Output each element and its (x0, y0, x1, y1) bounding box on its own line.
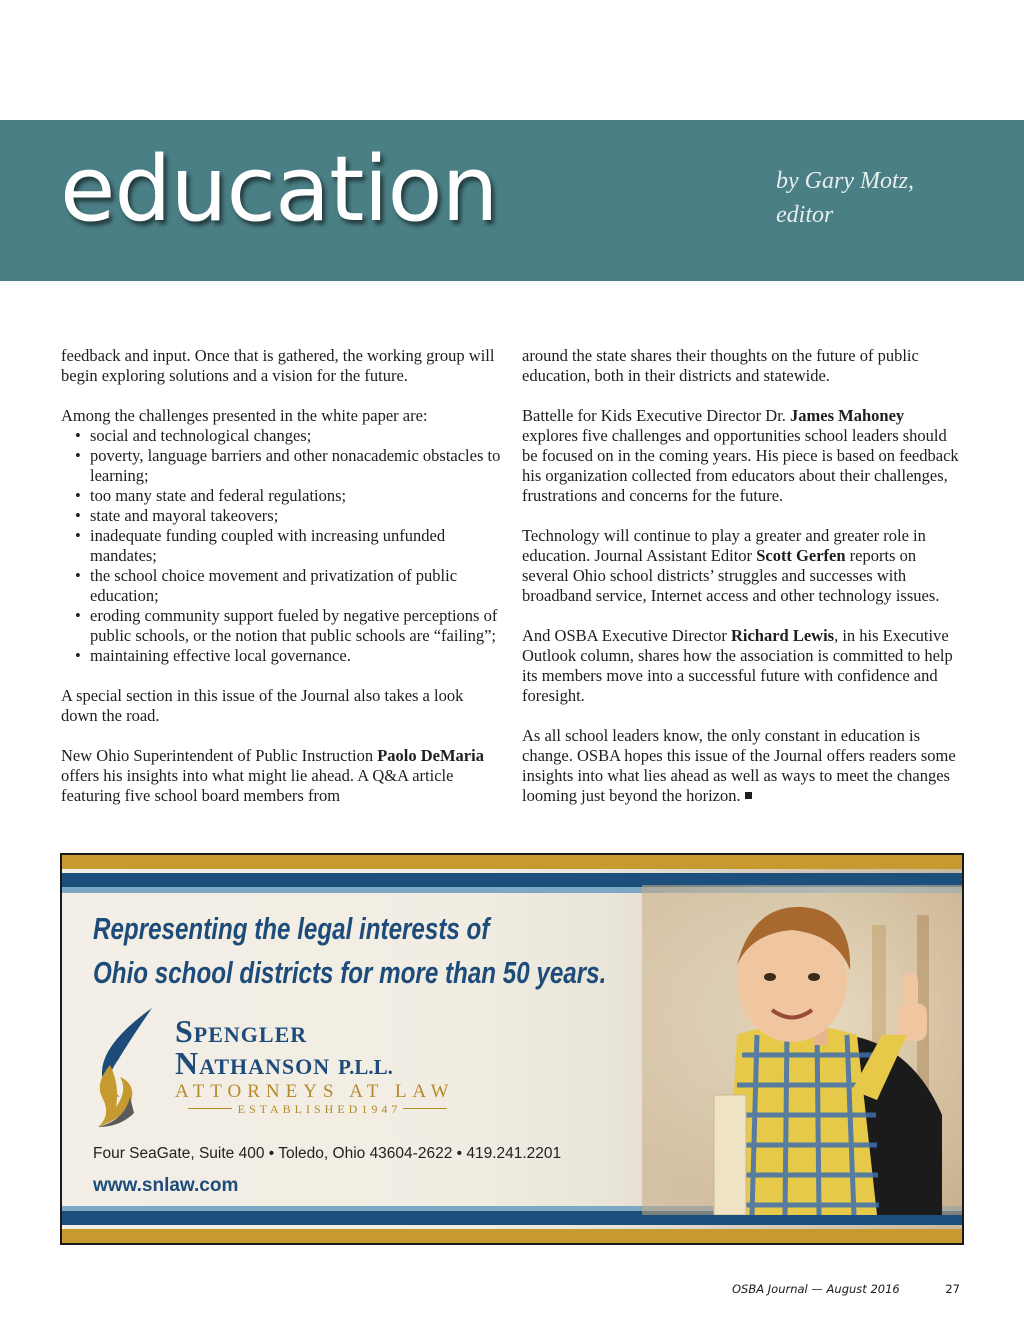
text-run: , in his Executive Outlook column, shares how the association is committed to help its members move into a successful future with confidence and foresight. (522, 626, 953, 705)
challenges-list (61, 426, 501, 666)
paragraph (522, 626, 962, 706)
person-name: Paolo DeMaria (377, 746, 484, 765)
list-item: • the school choice movement and privatization of public education; (61, 566, 501, 606)
section-banner (0, 120, 1024, 281)
ad-stripe (62, 855, 962, 869)
established-text: ESTABLISHED1947 (237, 1102, 402, 1116)
firm-tagline: ATTORNEYS AT LAW (175, 1081, 455, 1102)
paragraph (522, 526, 962, 606)
firm-website-link[interactable]: www.snlaw.com (93, 1175, 239, 1196)
text-run: reports on several Ohio school districts’ struggles and successes with broadband service, Internet access and other technology issues. (522, 546, 940, 605)
paragraph: around the state shares their thoughts on the future of public education, both in their districts and statewide. (522, 346, 919, 385)
byline (776, 164, 914, 232)
paragraph (61, 746, 501, 806)
ad-headline-line: Representing the legal interests of (93, 911, 490, 946)
end-mark-icon (745, 792, 752, 799)
list-item: • social and technological changes; (61, 426, 501, 446)
text-run: Battelle for Kids Executive Director Dr. (522, 406, 791, 425)
section-title: education (60, 137, 498, 242)
page-number: 27 (945, 1282, 960, 1296)
ad-stripe (62, 1229, 962, 1243)
paragraph (522, 726, 962, 806)
list-item: • state and mayoral takeovers; (61, 506, 501, 526)
boy-thumbs-up-photo (642, 885, 964, 1215)
left-column (61, 346, 501, 826)
ad-headline (93, 907, 606, 995)
byline-author: by Gary Motz, (776, 168, 914, 194)
list-item: • too many state and federal regulations; (61, 486, 501, 506)
right-column (522, 346, 962, 826)
list-item: • eroding community support fueled by negative perceptions of public schools, or the notion that public schools are “failing”; (61, 606, 501, 646)
person-name: Richard Lewis (730, 626, 835, 645)
firm-suffix: P.L.L. (338, 1055, 393, 1079)
list-item: • maintaining effective local governance. (61, 646, 501, 666)
firm-name-text: Nathanson (175, 1045, 331, 1081)
challenges-intro: Among the challenges presented in the white paper are: (61, 406, 428, 425)
firm-name (175, 1045, 393, 1082)
ad-headline-line: Ohio school districts for more than 50 years. (93, 955, 607, 990)
person-name: Scott Gerfen (756, 546, 846, 565)
law-firm-advertisement[interactable] (60, 853, 964, 1245)
text-run: offers his insights into what might lie ahead. A Q&A article featuring five school board members from (61, 766, 454, 805)
byline-role: editor (776, 202, 834, 228)
paragraph: A special section in this issue of the Journal also takes a look down the road. (61, 686, 464, 725)
firm-name: Spengler (175, 1013, 308, 1049)
paragraph (522, 406, 962, 506)
text-run: And OSBA Executive Director (522, 626, 731, 645)
text-run: Technology will continue to play a greater and greater role in education. Journal Assistant Editor (522, 526, 926, 565)
list-item: • poverty, language barriers and other nonacademic obstacles to learning; (61, 446, 501, 486)
established-line (175, 1102, 460, 1117)
firm-logo-icon (90, 1005, 160, 1130)
person-name: James Mahoney (790, 406, 905, 425)
journal-issue: OSBA Journal — August 2016 (732, 1282, 900, 1296)
paragraph: feedback and input. Once that is gathered, the working group will begin exploring solutions and a vision for the future. (61, 346, 495, 385)
firm-address: Four SeaGate, Suite 400 • Toledo, Ohio 43604-2622 • 419.241.2201 (93, 1145, 562, 1162)
text-run: New Ohio Superintendent of Public Instruction (61, 746, 378, 765)
text-run: explores five challenges and opportunities school leaders should be focused on in the coming years. His piece is based on feedback his organization collected from educators about their challenges, frustrations and concerns for the future. (522, 426, 959, 505)
list-item: • inadequate funding coupled with increasing unfunded mandates; (61, 526, 501, 566)
text-run: As all school leaders know, the only constant in education is change. OSBA hopes this issue of the Journal offers readers some insights into what lies ahead as well as ways to meet the changes looming just beyond the horizon. (522, 726, 956, 805)
